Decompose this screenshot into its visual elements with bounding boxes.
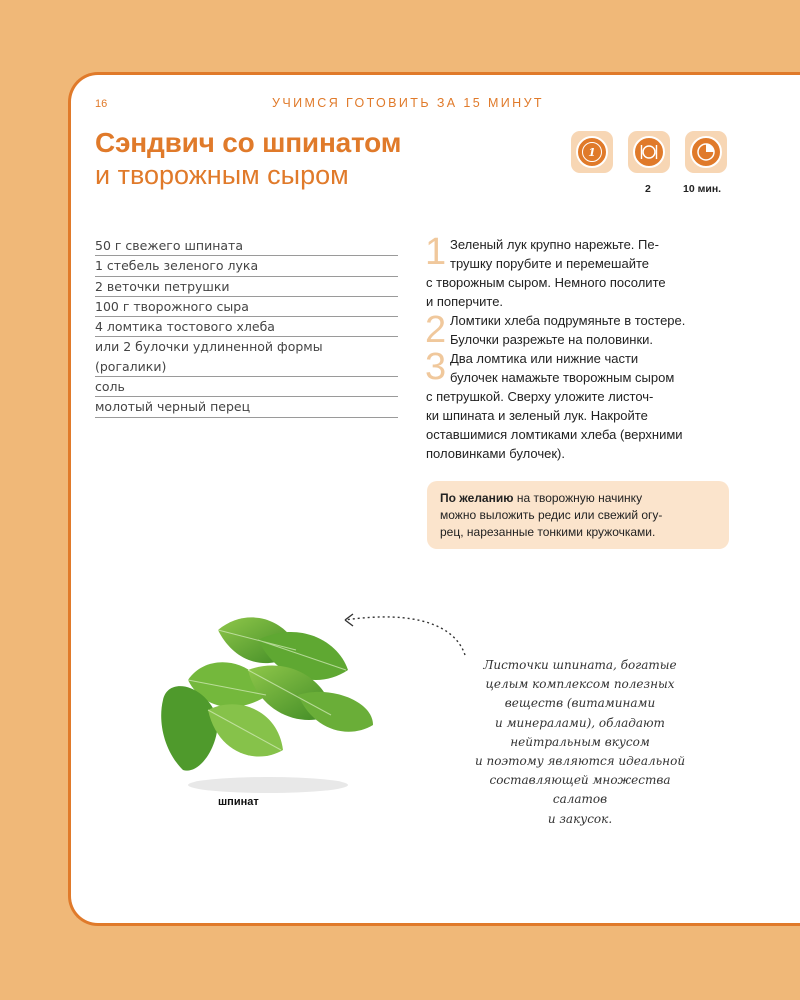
- image-caption: шпинат: [218, 796, 259, 808]
- tip-text: можно выложить редис или свежий огу-: [440, 508, 663, 522]
- time-icon: [685, 131, 727, 173]
- clock-icon: [696, 142, 716, 162]
- time-value: 10 мин.: [683, 183, 722, 195]
- recipe-subtitle: и творожным сыром: [95, 160, 349, 190]
- servings-icon: [628, 131, 670, 173]
- difficulty-icon: [571, 131, 613, 173]
- ingredient-item: 4 ломтика тостового хлеба: [95, 317, 398, 337]
- callout-line: составляющей множества салатов: [489, 773, 671, 807]
- ingredient-item: (рогалики): [95, 357, 398, 377]
- step-number: 3: [425, 346, 447, 388]
- step-line: Булочки разрежьте на половинки.: [450, 332, 654, 347]
- running-title: УЧИМСЯ ГОТОВИТЬ ЗА 15 МИНУТ: [272, 96, 544, 110]
- ingredient-item: 1 стебель зеленого лука: [95, 256, 398, 276]
- callout-line: целым комплексом полезных: [485, 677, 675, 692]
- step-line: с петрушкой. Сверху уложите листоч-: [426, 389, 654, 404]
- tip-bold: По желанию: [440, 491, 514, 505]
- step-line: Два ломтика или нижние части: [450, 351, 639, 366]
- step-number: 2: [425, 309, 447, 351]
- page-number: 16: [95, 98, 108, 110]
- callout-line: и закусок.: [547, 811, 613, 826]
- callout-line: и поэтому являются идеальной: [474, 754, 686, 769]
- callout-line: и минералами), обладают: [495, 715, 665, 730]
- callout-line: нейтральным вкусом: [510, 734, 650, 749]
- step-line: Зеленый лук крупно нарежьте. Пе-: [450, 237, 659, 252]
- ingredient-item: или 2 булочки удлиненной формы: [95, 339, 323, 355]
- step-line: и поперчите.: [426, 294, 504, 309]
- dotted-arrow: [335, 600, 475, 660]
- fork-plate-icon: [639, 142, 659, 162]
- step-line: булочек намажьте творожным сыром: [450, 370, 675, 385]
- ingredients-list: [95, 236, 398, 418]
- recipe-title: Сэндвич со шпинатом: [95, 127, 402, 158]
- step-line: ки шпината и зеленый лук. Накройте: [426, 408, 648, 423]
- step-line: с творожным сыром. Немного посолите: [426, 275, 666, 290]
- callout-line: веществ (витаминами: [504, 696, 656, 711]
- step-line: Ломтики хлеба подрумяньте в тостере.: [450, 313, 686, 328]
- ingredient-item: 100 г творожного сыра: [95, 297, 398, 317]
- step-line: половинками булочек).: [426, 446, 565, 461]
- step-line: трушку порубите и перемешайте: [450, 256, 649, 271]
- spinach-callout: [462, 656, 698, 829]
- ingredient-item: соль: [95, 377, 398, 397]
- step-line: оставшимися ломтиками хлеба (верхними: [426, 427, 683, 442]
- tip-text: рец, нарезанные тонкими кружочками.: [440, 525, 656, 539]
- step-number: 1: [425, 231, 447, 273]
- callout-line: Листочки шпината, богатые: [483, 658, 677, 672]
- tip-note: [427, 481, 729, 549]
- ingredient-item: 50 г свежего шпината: [95, 236, 398, 256]
- tip-text: на творожную начинку: [513, 491, 643, 505]
- servings-value: 2: [645, 183, 651, 195]
- ingredient-item: молотый черный перец: [95, 397, 398, 417]
- ingredient-item: 2 веточки петрушки: [95, 277, 398, 297]
- difficulty-value: 1: [588, 145, 596, 159]
